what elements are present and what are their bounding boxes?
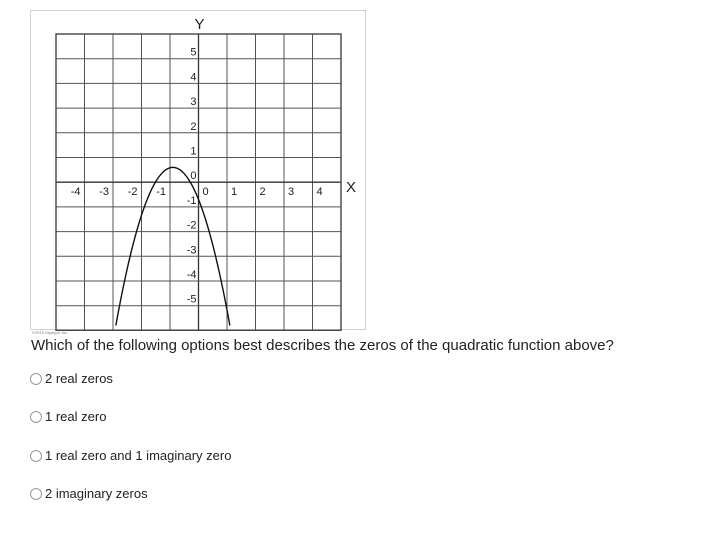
y-tick-label: -3 <box>186 244 197 257</box>
x-tick-label: 1 <box>231 186 238 199</box>
option-1-real-1-imaginary[interactable] <box>30 448 231 463</box>
x-tick-label: 2 <box>259 186 266 199</box>
y-tick-label: -2 <box>186 219 197 232</box>
graph-panel <box>30 10 366 330</box>
radio-button[interactable] <box>30 488 42 500</box>
y-tick-label: -5 <box>186 293 197 306</box>
y-axis-label: Y <box>194 16 205 33</box>
x-axis-label: X <box>346 179 357 197</box>
y-tick-label: 1 <box>190 145 197 158</box>
option-label: 2 real zeros <box>45 371 113 386</box>
y-tick-label: -4 <box>186 269 197 281</box>
x-tick-label: -1 <box>156 186 166 199</box>
x-tick-label: -2 <box>127 186 138 199</box>
radio-button[interactable] <box>30 450 42 462</box>
coordinate-graph <box>31 11 367 331</box>
option-1-real-zero[interactable] <box>30 409 106 424</box>
radio-button[interactable] <box>30 373 42 385</box>
option-label: 2 imaginary zeros <box>45 486 148 501</box>
question-text: Which of the following options best describes the zeros of the quadratic function above? <box>31 337 614 354</box>
copyright-text: ©2015 Glynlyon Inc. <box>32 330 69 335</box>
y-tick-label: -1 <box>186 194 197 207</box>
x-tick-label: 4 <box>316 186 323 199</box>
y-tick-label: 4 <box>190 71 197 84</box>
x-tick-label: 0 <box>202 186 209 199</box>
x-tick-label: 3 <box>288 186 295 199</box>
y-tick-label: 2 <box>190 120 197 133</box>
option-label: 1 real zero and 1 imaginary zero <box>45 448 232 463</box>
radio-button[interactable] <box>30 411 42 423</box>
y-tick-label: 5 <box>190 46 197 59</box>
x-tick-label: -3 <box>99 186 109 199</box>
y-tick-label: 0 <box>190 170 197 183</box>
option-2-real-zeros[interactable] <box>30 371 113 386</box>
option-2-imaginary-zeros[interactable] <box>30 486 148 501</box>
x-tick-label: -4 <box>70 186 81 199</box>
option-label: 1 real zero <box>45 409 107 424</box>
y-tick-label: 3 <box>190 96 197 109</box>
